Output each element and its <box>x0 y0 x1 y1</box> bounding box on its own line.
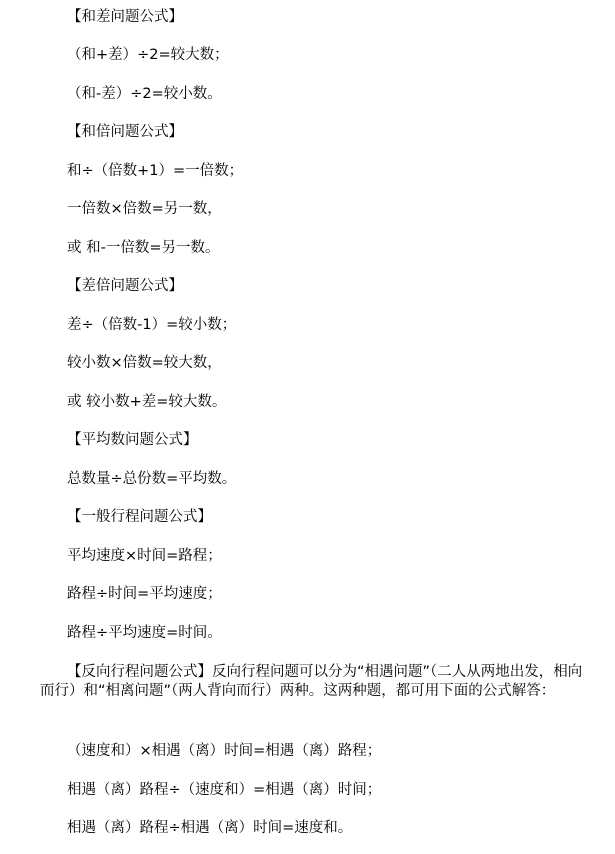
formula-line: 较小数×倍数=较大数， <box>67 355 222 371</box>
formula-line: 相遇（离）路程÷（速度和）=相遇（离）时间； <box>67 782 382 798</box>
reverse-travel-paragraph: 【反向行程问题公式】反向行程问题可以分为“相遇问题”（二人从两地出发，相向而行）和“相离问题”（两人背向而行）两种。这两种题，都可用下面的公式解答： <box>40 664 583 699</box>
formula-line: （和-差）÷2=较小数。 <box>67 86 222 102</box>
formula-line: 路程÷时间=平均速度； <box>67 586 222 602</box>
formula-line: 相遇（离）路程÷相遇（离）时间=速度和。 <box>67 820 353 836</box>
formula-line: 或 较小数+差=较大数。 <box>67 394 227 410</box>
formula-line: 总数量÷总份数=平均数。 <box>67 471 237 487</box>
formula-line: 和÷（倍数+1）=一倍数； <box>67 163 244 179</box>
heading-sum-multiple: 【和倍问题公式】 <box>67 124 183 140</box>
heading-difference-multiple: 【差倍问题公式】 <box>67 278 183 294</box>
formula-line: 平均速度×时间=路程； <box>67 548 222 564</box>
formula-line: （和+差）÷2=较大数； <box>67 47 229 63</box>
formula-line: （速度和）×相遇（离）时间=相遇（离）路程； <box>67 743 382 759</box>
formula-line: 路程÷平均速度=时间。 <box>67 625 222 641</box>
formula-line: 一倍数×倍数=另一数， <box>67 201 222 217</box>
formula-line: 或 和-一倍数=另一数。 <box>67 240 220 256</box>
heading-travel: 【一般行程问题公式】 <box>67 509 212 525</box>
heading-average: 【平均数问题公式】 <box>67 432 198 448</box>
formula-line: 差÷（倍数-1）=较小数； <box>67 317 237 333</box>
heading-sum-difference: 【和差问题公式】 <box>67 9 183 25</box>
